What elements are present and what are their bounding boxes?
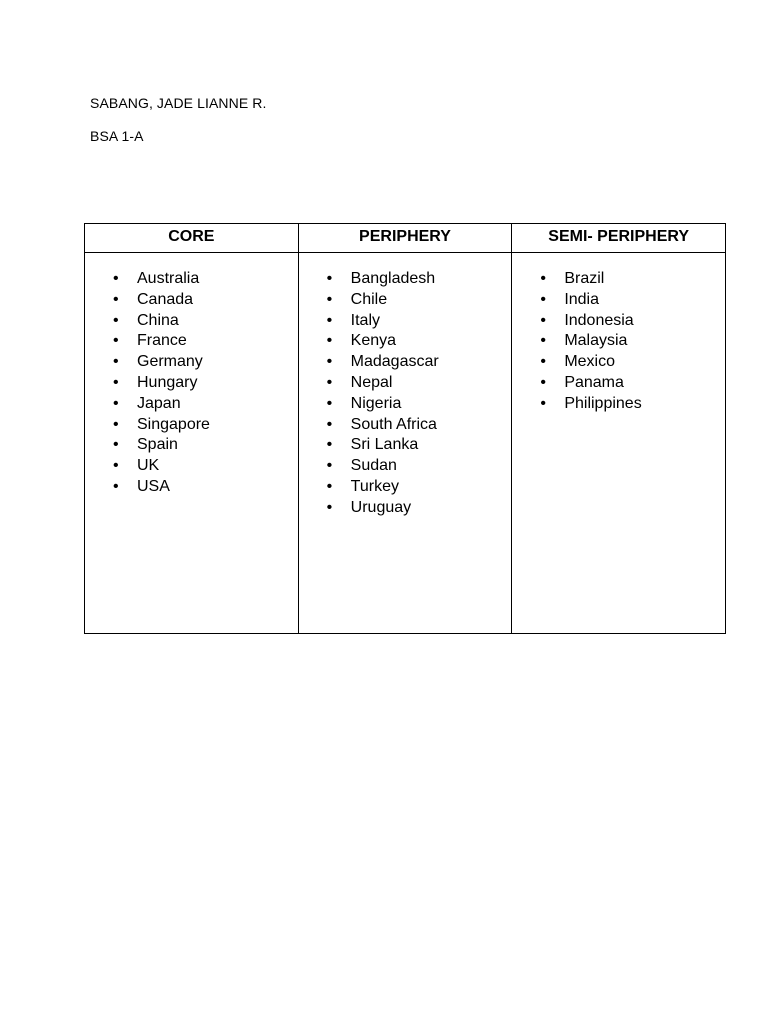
- list-item: • Turkey: [327, 477, 512, 498]
- list-item: • Australia: [113, 269, 298, 290]
- core-cell: [85, 253, 299, 634]
- list-item: • Panama: [540, 373, 725, 394]
- semi-periphery-cell: [512, 253, 726, 634]
- student-name: SABANG, JADE LIANNE R.: [90, 95, 267, 111]
- country-classification-table: [84, 223, 726, 634]
- list-item: • Nepal: [327, 373, 512, 394]
- list-item: • Bangladesh: [327, 269, 512, 290]
- list-item: • Italy: [327, 311, 512, 332]
- periphery-country-list: [299, 269, 512, 519]
- list-item: • Singapore: [113, 415, 298, 436]
- list-item: • Nigeria: [327, 394, 512, 415]
- list-item: • Uruguay: [327, 498, 512, 519]
- list-item: • Chile: [327, 290, 512, 311]
- list-item: • Germany: [113, 352, 298, 373]
- list-item: • Sudan: [327, 456, 512, 477]
- list-item: • Philippines: [540, 394, 725, 415]
- list-item: • Mexico: [540, 352, 725, 373]
- list-item: • Madagascar: [327, 352, 512, 373]
- periphery-cell: [298, 253, 512, 634]
- list-item: • Kenya: [327, 331, 512, 352]
- list-item: • China: [113, 311, 298, 332]
- list-item: • South Africa: [327, 415, 512, 436]
- list-item: • India: [540, 290, 725, 311]
- list-item: • France: [113, 331, 298, 352]
- table-body-row: [85, 253, 726, 634]
- list-item: • Brazil: [540, 269, 725, 290]
- student-section: BSA 1-A: [90, 128, 144, 144]
- list-item: • Canada: [113, 290, 298, 311]
- list-item: • Sri Lanka: [327, 435, 512, 456]
- list-item: • UK: [113, 456, 298, 477]
- list-item: • Spain: [113, 435, 298, 456]
- list-item: • Japan: [113, 394, 298, 415]
- list-item: • Malaysia: [540, 331, 725, 352]
- column-heading-semi-periphery: SEMI- PERIPHERY: [512, 224, 726, 253]
- semi-periphery-country-list: [512, 269, 725, 415]
- list-item: • USA: [113, 477, 298, 498]
- table-header-row: [85, 224, 726, 253]
- list-item: • Hungary: [113, 373, 298, 394]
- list-item: • Indonesia: [540, 311, 725, 332]
- column-heading-core: CORE: [85, 224, 299, 253]
- core-country-list: [85, 269, 298, 498]
- column-heading-periphery: PERIPHERY: [298, 224, 512, 253]
